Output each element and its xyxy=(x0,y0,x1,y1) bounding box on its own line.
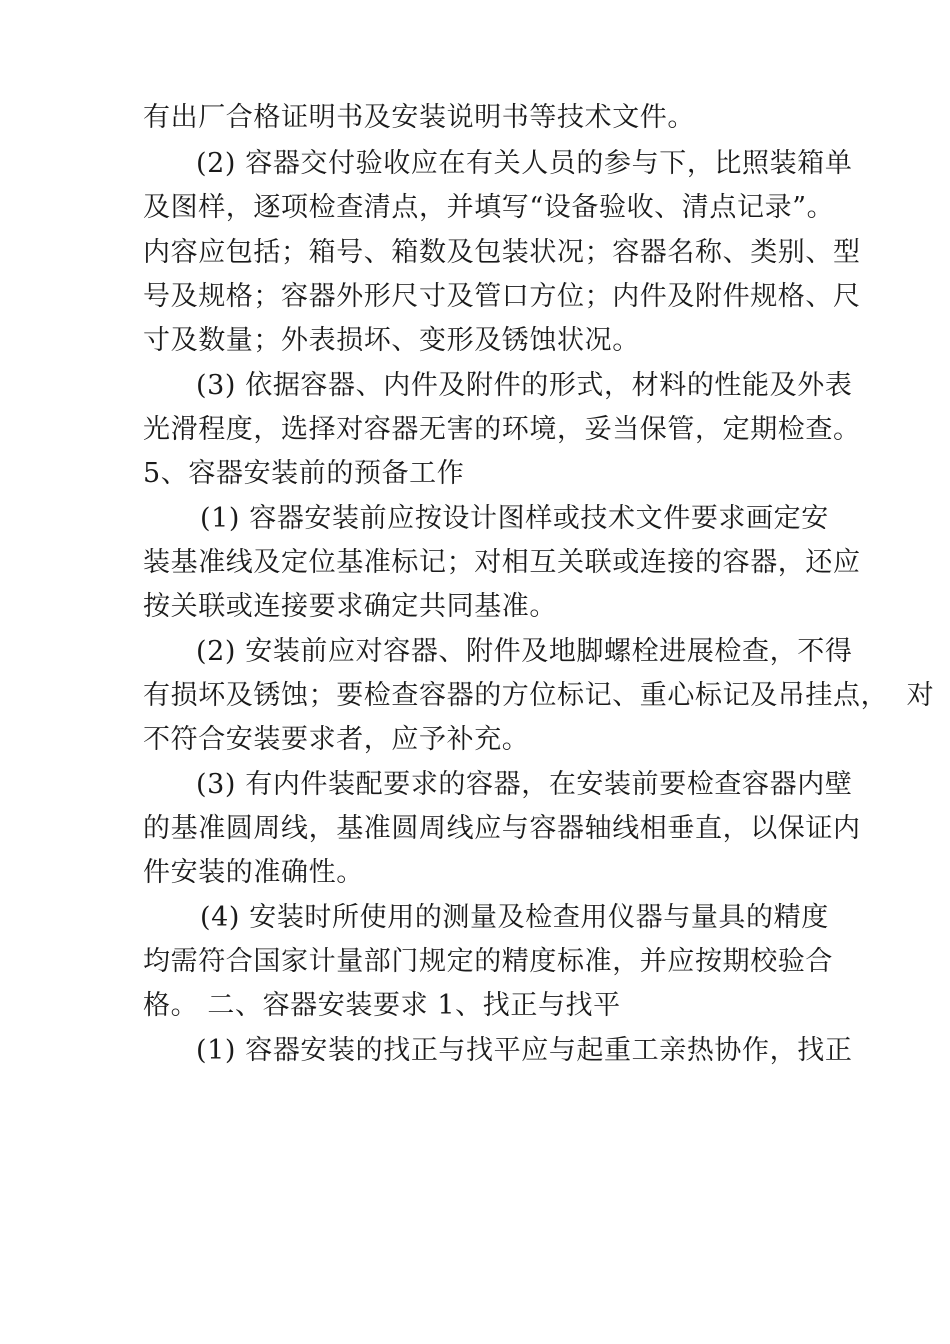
text-line: 光滑程度，选择对容器无害的环境，妥当保管，定期检查。 xyxy=(143,414,861,445)
text-line: 寸及数量；外表损坏、变形及锈蚀状况。 xyxy=(143,325,640,356)
text-line: 有损坏及锈蚀；要检查容器的方位标记、重心标记及吊挂点， 对 xyxy=(143,680,935,711)
text-line: (3) 有内件装配要求的容器，在安装前要检查容器内壁 xyxy=(196,769,853,800)
section-heading: 5、容器安装前的预备工作 xyxy=(143,458,465,489)
text-line: 按关联或连接要求确定共同基准。 xyxy=(143,591,557,622)
text-line: (1) 容器安装前应按设计图样或技术文件要求画定安 xyxy=(200,503,829,534)
section-heading: 格。 二、容器安装要求 1、找正与找平 xyxy=(143,990,621,1021)
text-line: 有出厂合格证明书及安装说明书等技术文件。 xyxy=(143,102,695,133)
text-line: (3) 依据容器、内件及附件的形式，材料的性能及外表 xyxy=(196,370,853,401)
text-line: 不符合安装要求者，应予补充。 xyxy=(143,724,530,755)
text-line: 的基准圆周线，基准圆周线应与容器轴线相垂直，以保证内 xyxy=(143,813,861,844)
text-line: 均需符合国家计量部门规定的精度标准，并应按期校验合 xyxy=(143,946,833,977)
text-line: (2) 容器交付验收应在有关人员的参与下，比照装箱单 xyxy=(196,148,853,179)
text-line: 号及规格；容器外形尺寸及管口方位；内件及附件规格、尺 xyxy=(143,281,861,312)
text-line: (2) 安装前应对容器、附件及地脚螺栓进展检查，不得 xyxy=(196,636,853,667)
text-line: (1) 容器安装的找正与找平应与起重工亲热协作，找正 xyxy=(196,1035,853,1066)
text-line: 装基准线及定位基准标记；对相互关联或连接的容器，还应 xyxy=(143,547,861,578)
text-line: 及图样，逐项检查清点，并填写“设备验收、清点记录”。 xyxy=(143,192,835,223)
text-line: 内容应包括；箱号、箱数及包装状况；容器名称、类别、型 xyxy=(143,237,861,268)
text-line: (4) 安装时所使用的测量及检查用仪器与量具的精度 xyxy=(200,902,829,933)
text-line: 件安装的准确性。 xyxy=(143,857,364,888)
